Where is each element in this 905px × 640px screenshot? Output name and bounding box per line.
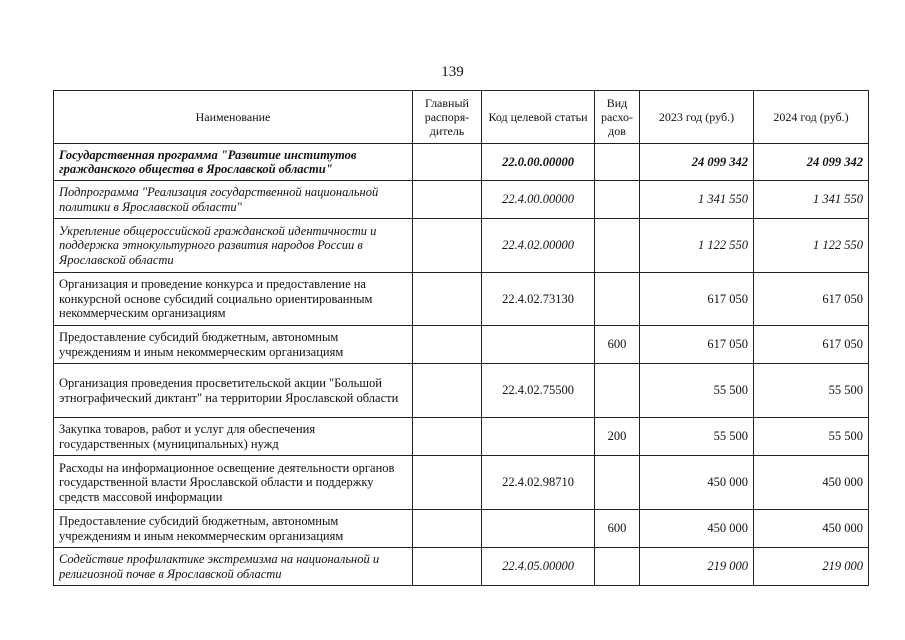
header-admin: Главный распоря-дитель (413, 91, 482, 144)
row-kind (595, 548, 640, 586)
row-2023: 617 050 (640, 326, 754, 364)
row-name: Подпрограмма "Реализация государственной национальной политики в Ярославской области" (54, 181, 413, 219)
row-2024: 55 500 (754, 364, 869, 418)
row-kind: 600 (595, 510, 640, 548)
header-name: Наименование (54, 91, 413, 144)
budget-table (53, 90, 869, 586)
row-name: Укрепление общероссийской гражданской идентичности и поддержка этнокультурного развития народов России в Ярославской области (54, 219, 413, 273)
row-2023: 450 000 (640, 510, 754, 548)
row-code (482, 418, 595, 456)
table-row (54, 456, 869, 510)
row-kind (595, 144, 640, 181)
row-admin (413, 181, 482, 219)
row-name: Предоставление субсидий бюджетным, автономным учреждениям и иным некоммерческим организациям (54, 326, 413, 364)
row-code: 22.4.02.00000 (482, 219, 595, 273)
row-admin (413, 510, 482, 548)
row-code: 22.4.05.00000 (482, 548, 595, 586)
row-2024: 617 050 (754, 326, 869, 364)
header-kind: Вид расхо-дов (595, 91, 640, 144)
row-admin (413, 219, 482, 273)
row-name: Расходы на информационное освещение деятельности органов государственной власти Ярославской области и поддержку средств массовой информации (54, 456, 413, 510)
header-2024: 2024 год (руб.) (754, 91, 869, 144)
row-2023: 24 099 342 (640, 144, 754, 181)
row-2024: 450 000 (754, 456, 869, 510)
row-code: 22.4.02.98710 (482, 456, 595, 510)
table-row (54, 273, 869, 326)
row-admin (413, 364, 482, 418)
row-kind (595, 219, 640, 273)
row-code: 22.4.00.00000 (482, 181, 595, 219)
row-2023: 1 341 550 (640, 181, 754, 219)
row-code: 22.0.00.00000 (482, 144, 595, 181)
row-code: 22.4.02.75500 (482, 364, 595, 418)
table-row (54, 548, 869, 586)
table-row (54, 418, 869, 456)
row-admin (413, 273, 482, 326)
row-2024: 450 000 (754, 510, 869, 548)
row-kind (595, 364, 640, 418)
table-row (54, 181, 869, 219)
row-2023: 55 500 (640, 418, 754, 456)
row-name: Организация проведения просветительской акции "Большой этнографический диктант" на территории Ярославской области (54, 364, 413, 418)
row-2023: 55 500 (640, 364, 754, 418)
row-kind: 200 (595, 418, 640, 456)
row-kind (595, 456, 640, 510)
table-row (54, 326, 869, 364)
header-code: Код целевой статьи (482, 91, 595, 144)
row-code (482, 510, 595, 548)
table-header-row (54, 91, 869, 144)
header-2023: 2023 год (руб.) (640, 91, 754, 144)
row-kind: 600 (595, 326, 640, 364)
page-number: 139 (441, 64, 464, 80)
row-2023: 1 122 550 (640, 219, 754, 273)
row-admin (413, 144, 482, 181)
row-admin (413, 326, 482, 364)
row-name: Государственная программа "Развитие институтов гражданского общества в Ярославской области" (54, 144, 413, 181)
row-name: Содействие профилактике экстремизма на национальной и религиозной почве в Ярославской области (54, 548, 413, 586)
row-kind (595, 273, 640, 326)
row-code (482, 326, 595, 364)
row-2024: 24 099 342 (754, 144, 869, 181)
row-admin (413, 418, 482, 456)
row-2024: 1 122 550 (754, 219, 869, 273)
table-row (54, 144, 869, 181)
table-row (54, 510, 869, 548)
row-admin (413, 548, 482, 586)
row-2024: 1 341 550 (754, 181, 869, 219)
row-admin (413, 456, 482, 510)
row-name: Организация и проведение конкурса и предоставление на конкурсной основе субсидий социально ориентированным некоммерческим организациям (54, 273, 413, 326)
row-2024: 617 050 (754, 273, 869, 326)
row-2023: 219 000 (640, 548, 754, 586)
row-name: Предоставление субсидий бюджетным, автономным учреждениям и иным некоммерческим организациям (54, 510, 413, 548)
row-2024: 219 000 (754, 548, 869, 586)
table-row (54, 219, 869, 273)
row-2024: 55 500 (754, 418, 869, 456)
row-2023: 617 050 (640, 273, 754, 326)
row-2023: 450 000 (640, 456, 754, 510)
row-code: 22.4.02.73130 (482, 273, 595, 326)
row-name: Закупка товаров, работ и услуг для обеспечения государственных (муниципальных) нужд (54, 418, 413, 456)
row-kind (595, 181, 640, 219)
table-row (54, 364, 869, 418)
